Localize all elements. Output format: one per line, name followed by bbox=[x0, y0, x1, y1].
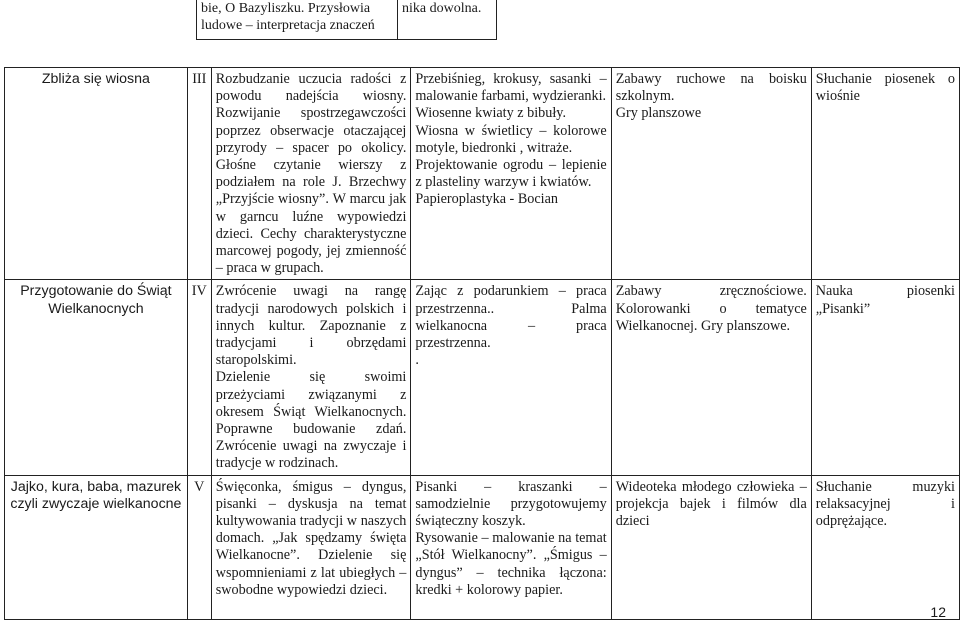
topic-cell: Przygotowanie do Świąt Wielkanocnych bbox=[5, 280, 188, 475]
week-cell: III bbox=[187, 68, 211, 280]
games-cell: Zabawy ruchowe na boisku szkolnym. Gry planszowe bbox=[611, 68, 811, 280]
music-cell: Nauka piosenki „Pisanki” bbox=[811, 280, 959, 475]
page-number: 12 bbox=[930, 604, 946, 620]
goals-cell: Rozbudzanie uczucia radości z powodu nadejścia wiosny. Rozwijanie spostrzegawczości poprzez obserwacje otaczającej przyrody – spacer po okolicy. Głośne czytanie wierszy z podziałem na role J. Brzechwy „Przyjście wiosny”. W marcu jak w garncu luźne wypowiedzi dzieci. Cechy charakterystyczne marcowej pogody, jej zmienność – praca w grupach. bbox=[211, 68, 411, 280]
music-cell: Słuchanie piosenek o wiośnie bbox=[811, 68, 959, 280]
goals-cell: Zwrócenie uwagi na rangę tradycji narodowych polskich i innych kultur. Zapoznanie z tradycjami i obrzędami staropolskimi. Dzielenie się swoimi przeżyciami związanymi z okresem Świąt Wielkanocnych. Poprawne budowanie zdań. Zwrócenie uwagi na zwyczaje i tradycje w rodzinach. bbox=[211, 280, 411, 475]
topic-cell: Jajko, kura, baba, mazurek czyli zwyczaje wielkanocne bbox=[5, 475, 188, 619]
games-cell: Zabawy zręcznościowe. Kolorowanki o tematyce Wielkanocnej. Gry planszowe. bbox=[611, 280, 811, 475]
art-cell: Zając z podarunkiem – praca przestrzenna.. Palma wielkanocna – praca przestrzenna. . bbox=[411, 280, 611, 475]
table-row bbox=[5, 280, 960, 475]
goals-cell: Święconka, śmigus – dyngus, pisanki – dyskusja na temat kultywowania tradycji w naszych domach. „Jak spędzamy święta Wielkanocne”. Dzielenie się wspomnieniami z lat ubiegłych – swobodne wypowiedzi dzieci. bbox=[211, 475, 411, 619]
games-cell: Wideoteka młodego człowieka – projekcja bajek i filmów dla dzieci bbox=[611, 475, 811, 619]
table-row bbox=[5, 68, 960, 280]
table-row bbox=[5, 475, 960, 619]
fragment-cell-note: nika dowolna. bbox=[397, 0, 497, 40]
week-cell: IV bbox=[187, 280, 211, 475]
art-cell: Pisanki – kraszanki – samodzielnie przygotowujemy świąteczny koszyk. Rysowanie – malowanie na temat „Stół Wielkanocny”. „Śmigus – dyngus” – technika łączona: kredki + kolorowy papier. bbox=[411, 475, 611, 619]
fragment-cell-text: bie, O Bazyliszku. Przysłowia ludowe – interpretacja znaczeń bbox=[196, 0, 398, 40]
music-cell: Słuchanie muzyki relaksacyjnej i odprężające. bbox=[811, 475, 959, 619]
art-cell: Przebiśnieg, krokusy, sasanki – malowanie farbami, wydzieranki. Wiosenne kwiaty z bibuły. Wiosna w świetlicy – kolorowe motyle, biedronki , witraże. Projektowanie ogrodu – lepienie z plasteliny warzyw i kwiatów. Papieroplastyka - Bocian bbox=[411, 68, 611, 280]
lesson-plan-table bbox=[4, 67, 960, 620]
week-cell: V bbox=[187, 475, 211, 619]
topic-cell: Zbliża się wiosna bbox=[5, 68, 188, 280]
